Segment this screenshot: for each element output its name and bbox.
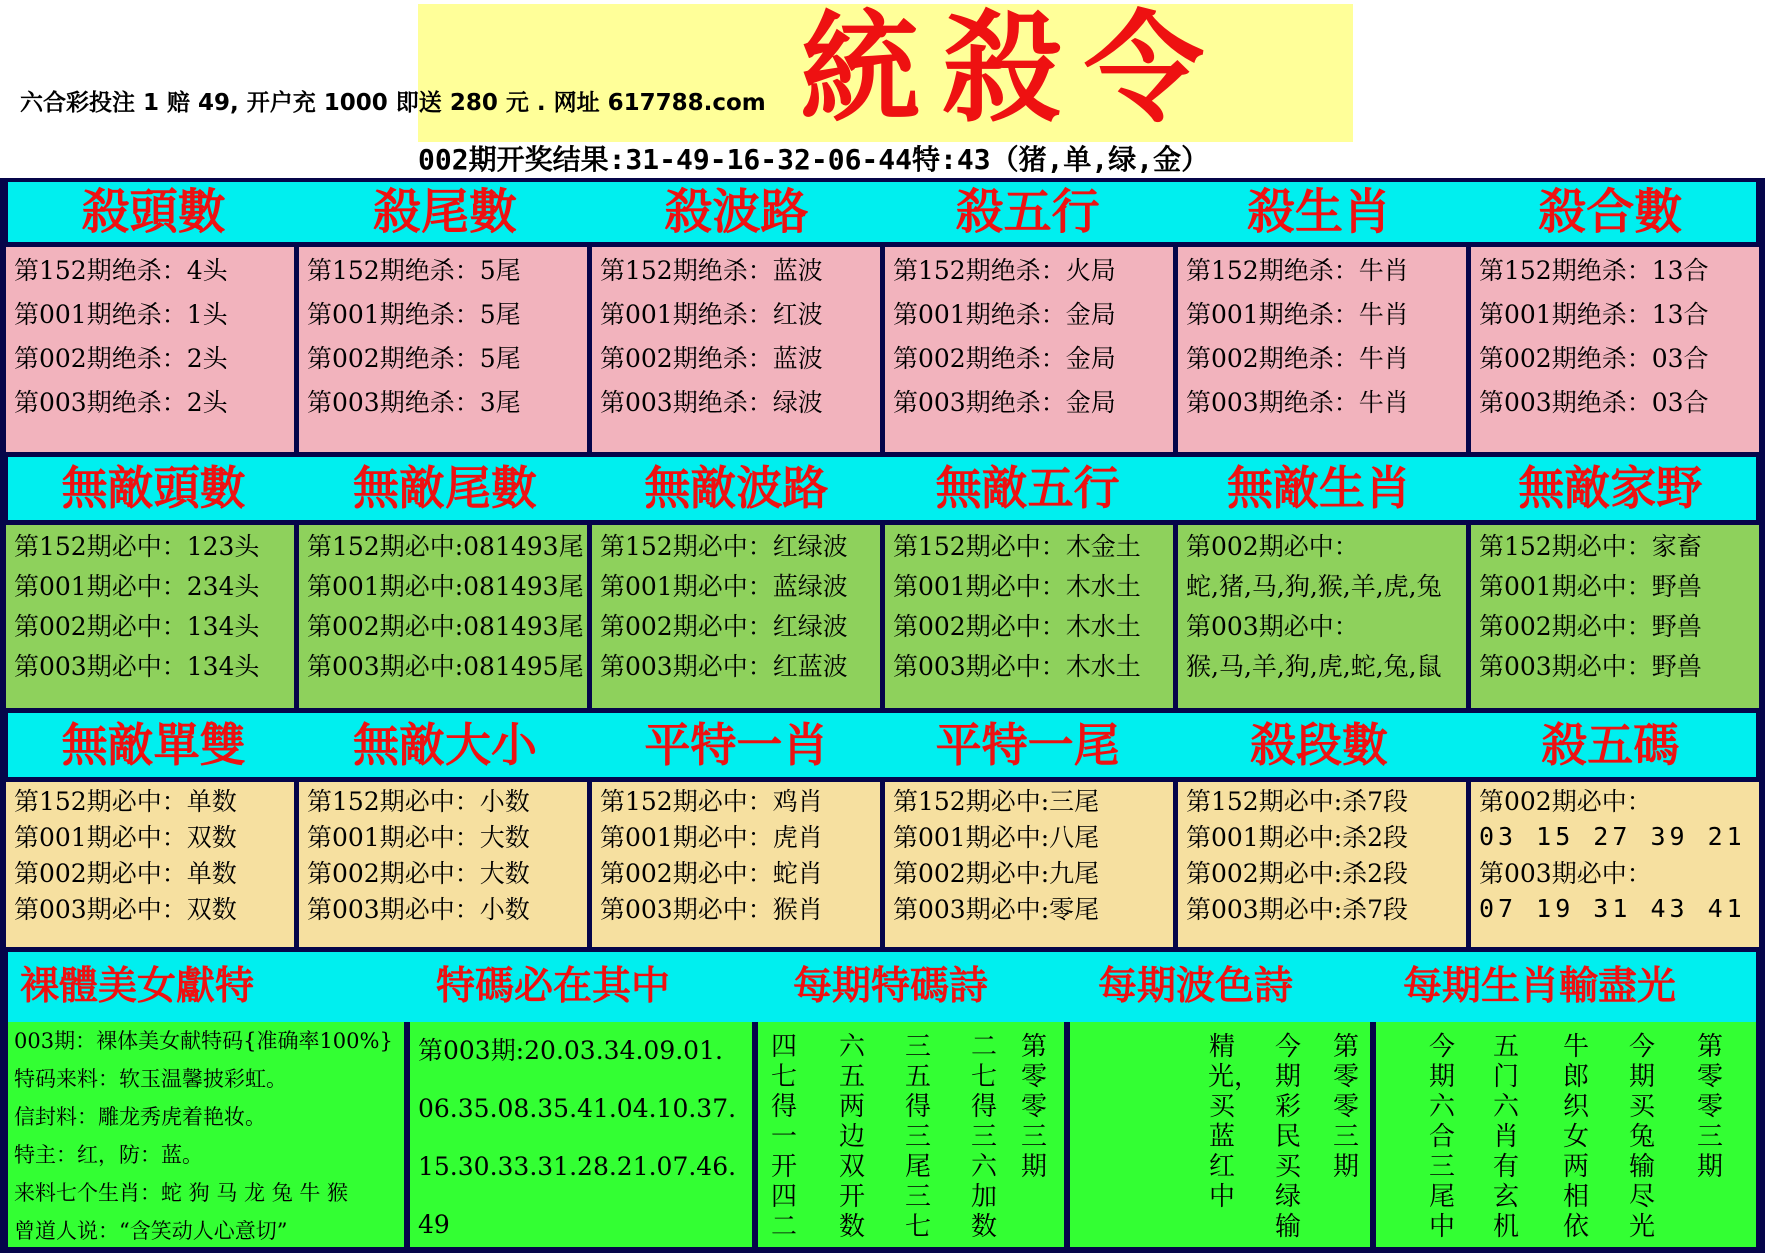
cell-line: 第003期绝杀：3尾 [307, 388, 521, 417]
beauty-line: 特主：红，防：蓝。 [14, 1143, 203, 1167]
poem-column: 精光，买蓝红中 [1208, 1032, 1261, 1212]
header-flat-zodiac: 平特一肖 [644, 718, 829, 772]
cell-line: 第001期必中:八尾 [893, 823, 1100, 852]
section3-cell [1471, 782, 1759, 947]
tema-line: 49 [418, 1210, 450, 1239]
header-wave-poem: 每期波色詩 [1098, 964, 1294, 1009]
tema-line: 第003期:20.03.34.09.01. [418, 1036, 723, 1065]
cell-line: 第001期绝杀：牛肖 [1186, 300, 1409, 329]
poem-column: 第零零三期 [1332, 1032, 1359, 1182]
cell-line: 第002期必中：大数 [307, 859, 530, 888]
cell-line: 第001期绝杀：金局 [893, 300, 1116, 329]
cell-line: 第002期必中：134头 [14, 612, 260, 641]
cell-line: 第003期必中:081495尾 [307, 652, 584, 681]
cell-line: 第152期绝杀：5尾 [307, 256, 521, 285]
kill-row [6, 247, 1759, 452]
cell-line: 第002期绝杀：03合 [1479, 344, 1709, 373]
header-kill-element: 殺五行 [955, 184, 1100, 240]
cell-line: 第003期必中：双数 [14, 895, 237, 924]
section1-cell [1178, 247, 1466, 452]
cell-line: 第001期必中：虎肖 [600, 823, 823, 852]
beauty-line: 曾道人说：“含笑动人心意切” [14, 1219, 288, 1243]
section3-cell [6, 782, 294, 947]
cell-line: 07 19 31 43 41 [1479, 893, 1746, 923]
header-kill-five: 殺五碼 [1541, 718, 1680, 772]
poem-column: 五门六肖有玄机 [1492, 1032, 1519, 1242]
cell-line: 第003期必中：小数 [307, 895, 530, 924]
cell-line: 第152期必中：家畜 [1479, 532, 1702, 561]
section2-cell [299, 525, 587, 708]
header-band-bottom [8, 952, 1756, 1022]
header-beauty: 裸體美女獻特 [20, 964, 255, 1009]
cell-line: 第152期必中:081493尾 [307, 532, 584, 561]
cell-line: 第002期绝杀：金局 [893, 344, 1116, 373]
header-kill-sum: 殺合數 [1538, 184, 1683, 240]
tema-poem-cell [758, 1022, 1064, 1247]
cell-line: 第152期必中：木金土 [893, 532, 1141, 561]
section1-cell [299, 247, 587, 452]
cell-line: 第152期绝杀：火局 [893, 256, 1116, 285]
cell-line: 第002期必中： [1479, 787, 1652, 816]
section1-cell [592, 247, 880, 452]
cell-line: 第003期绝杀：绿波 [600, 388, 823, 417]
cell-line: 第001期必中：双数 [14, 823, 237, 852]
section2-cell [6, 525, 294, 708]
section3-cell [299, 782, 587, 947]
cell-line: 第001期必中：大数 [307, 823, 530, 852]
cell-line: 第001期必中：木水土 [893, 572, 1141, 601]
cell-line: 第003期绝杀：牛肖 [1186, 388, 1409, 417]
tema-line: 15.30.33.31.28.21.07.46. [418, 1152, 737, 1181]
cell-line: 第002期绝杀：2头 [14, 344, 228, 373]
section2-cell [885, 525, 1173, 708]
section3-cell [1178, 782, 1466, 947]
cell-line: 第003期必中:杀7段 [1186, 895, 1409, 924]
cell-line: 第003期必中：野兽 [1479, 652, 1702, 681]
cell-line: 第003期必中：134头 [14, 652, 260, 681]
tema-cell [410, 1022, 752, 1247]
cell-line: 第001期必中:081493尾 [307, 572, 584, 601]
ad-text: 六合彩投注 1 赔 49, 开户充 1000 即送 280 元 . 网址 617788.com [20, 90, 766, 116]
cell-line: 第001期绝杀：5尾 [307, 300, 521, 329]
header-kill-wave: 殺波路 [664, 184, 809, 240]
cell-line: 第001期必中：234头 [14, 572, 260, 601]
beauty-line: 特码来料：软玉温馨披彩虹。 [14, 1067, 287, 1091]
section2-cell [1471, 525, 1759, 708]
beauty-line: 003期：裸体美女献特码{准确率100%} [14, 1029, 393, 1053]
cell-line: 第152期必中：小数 [307, 787, 530, 816]
section2-cell [592, 525, 880, 708]
header-flat-tail: 平特一尾 [935, 718, 1120, 772]
header-zodiac-lose: 每期生肖輸盡光 [1403, 964, 1677, 1009]
cell-line: 第002期必中:九尾 [893, 859, 1100, 888]
header-kill-tail: 殺尾數 [372, 184, 517, 240]
cell-line: 第002期绝杀：5尾 [307, 344, 521, 373]
draw-result: 002期开奖结果:31-49-16-32-06-44特:43（猪,单,绿,金） [418, 142, 1353, 178]
cell-line: 第002期必中:杀2段 [1186, 859, 1409, 888]
cell-line: 第001期必中：野兽 [1479, 572, 1702, 601]
cell-line: 第152期必中：鸡肖 [600, 787, 823, 816]
sure-row [6, 525, 1759, 708]
cell-line: 第152期必中：123头 [14, 532, 260, 561]
cell-line: 第001期必中:杀2段 [1186, 823, 1409, 852]
cell-line: 第152期绝杀：4头 [14, 256, 228, 285]
tema-line: 06.35.08.35.41.04.10.37. [418, 1094, 737, 1123]
cell-line: 第002期必中： [1186, 532, 1359, 561]
section1-cell [885, 247, 1173, 452]
header-band-sure [8, 457, 1756, 520]
cell-line: 03 15 27 39 21 [1479, 821, 1746, 851]
cell-line: 第001期绝杀：1头 [14, 300, 228, 329]
cell-line: 第003期必中:零尾 [893, 895, 1100, 924]
poem-column: 六五两边双开数 [838, 1032, 865, 1242]
header-kill-head: 殺頭數 [81, 184, 226, 240]
header-sure-element: 無敵五行 [935, 461, 1120, 515]
cell-line: 第002期绝杀：蓝波 [600, 344, 823, 373]
cell-line: 第002期必中：蛇肖 [600, 859, 823, 888]
header-sure-tail: 無敵尾數 [352, 461, 537, 515]
page-title: 統殺令 [800, 0, 1226, 139]
misc-row [6, 782, 1759, 947]
cell-line: 第001期绝杀：13合 [1479, 300, 1709, 329]
cell-line: 第001期必中：蓝绿波 [600, 572, 848, 601]
cell-line: 第003期必中： [1479, 859, 1652, 888]
cell-line: 猴,马,羊,狗,虎,蛇,兔,鼠 [1186, 652, 1442, 681]
poem-column: 今期六合三尾中 [1428, 1032, 1455, 1242]
section3-cell [885, 782, 1173, 947]
header-tema-poem: 每期特碼詩 [793, 964, 989, 1009]
cell-line: 第002期必中：木水土 [893, 612, 1141, 641]
header-odd-even: 無敵單雙 [61, 718, 246, 772]
cell-line: 第152期绝杀：牛肖 [1186, 256, 1409, 285]
cell-line: 第003期绝杀：金局 [893, 388, 1116, 417]
beauty-line: 信封料：雕龙秀虎着艳妆。 [14, 1105, 266, 1129]
cell-line: 第003期必中：猴肖 [600, 895, 823, 924]
poem-column: 四七得一开四二 [770, 1032, 797, 1242]
cell-line: 第003期必中： [1186, 612, 1359, 641]
wave-poem-cell [1070, 1022, 1370, 1247]
header-kill-zodiac: 殺生肖 [1246, 184, 1391, 240]
beauty-cell [8, 1022, 404, 1247]
header-big-small: 無敵大小 [352, 718, 537, 772]
cell-line: 第152期绝杀：13合 [1479, 256, 1709, 285]
section2-cell [1178, 525, 1466, 708]
zodiac-poem-cell [1376, 1022, 1756, 1247]
poem-column: 三五得三尾三七 [904, 1032, 931, 1242]
section1-cell [6, 247, 294, 452]
section3-cell [592, 782, 880, 947]
cell-line: 第003期必中：红蓝波 [600, 652, 848, 681]
poem-column: 二七得三六加数 [970, 1032, 997, 1242]
cell-line: 第152期绝杀：蓝波 [600, 256, 823, 285]
cell-line: 第003期绝杀：2头 [14, 388, 228, 417]
cell-line: 第002期必中：红绿波 [600, 612, 848, 641]
poem-column: 今期买兔输尽光 [1628, 1032, 1655, 1242]
cell-line: 第001期绝杀：红波 [600, 300, 823, 329]
poem-column: 今期彩民买绿输 [1274, 1032, 1301, 1242]
cell-line: 第152期必中：红绿波 [600, 532, 848, 561]
cell-line: 第002期必中：野兽 [1479, 612, 1702, 641]
header-sure-wave: 無敵波路 [644, 461, 829, 515]
cell-line: 第003期必中：木水土 [893, 652, 1141, 681]
cell-line: 第152期必中：单数 [14, 787, 237, 816]
header-sure-zodiac: 無敵生肖 [1226, 461, 1411, 515]
header-kill-segment: 殺段數 [1249, 718, 1388, 772]
cell-line: 第152期必中:杀7段 [1186, 787, 1409, 816]
cell-line: 第002期绝杀：牛肖 [1186, 344, 1409, 373]
poem-column: 牛郎织女两相依 [1562, 1032, 1589, 1242]
poem-column: 第零零三期 [1696, 1032, 1723, 1182]
cell-line: 第003期绝杀：03合 [1479, 388, 1709, 417]
header-tema: 特碼必在其中 [436, 964, 671, 1009]
header-sure-domestic: 無敵家野 [1518, 461, 1703, 515]
header-band-kill [8, 182, 1756, 242]
poem-column: 第零零三期 [1020, 1032, 1047, 1182]
section1-cell [1471, 247, 1759, 452]
cell-line: 第002期必中：单数 [14, 859, 237, 888]
header-sure-head: 無敵頭數 [61, 461, 246, 515]
header-band-misc [8, 713, 1756, 777]
cell-line: 第002期必中:081493尾 [307, 612, 584, 641]
cell-line: 第152期必中:三尾 [893, 787, 1100, 816]
cell-line: 蛇,猪,马,狗,猴,羊,虎,兔 [1186, 572, 1442, 601]
beauty-line: 来料七个生肖：蛇 狗 马 龙 兔 牛 猴 [14, 1181, 349, 1205]
